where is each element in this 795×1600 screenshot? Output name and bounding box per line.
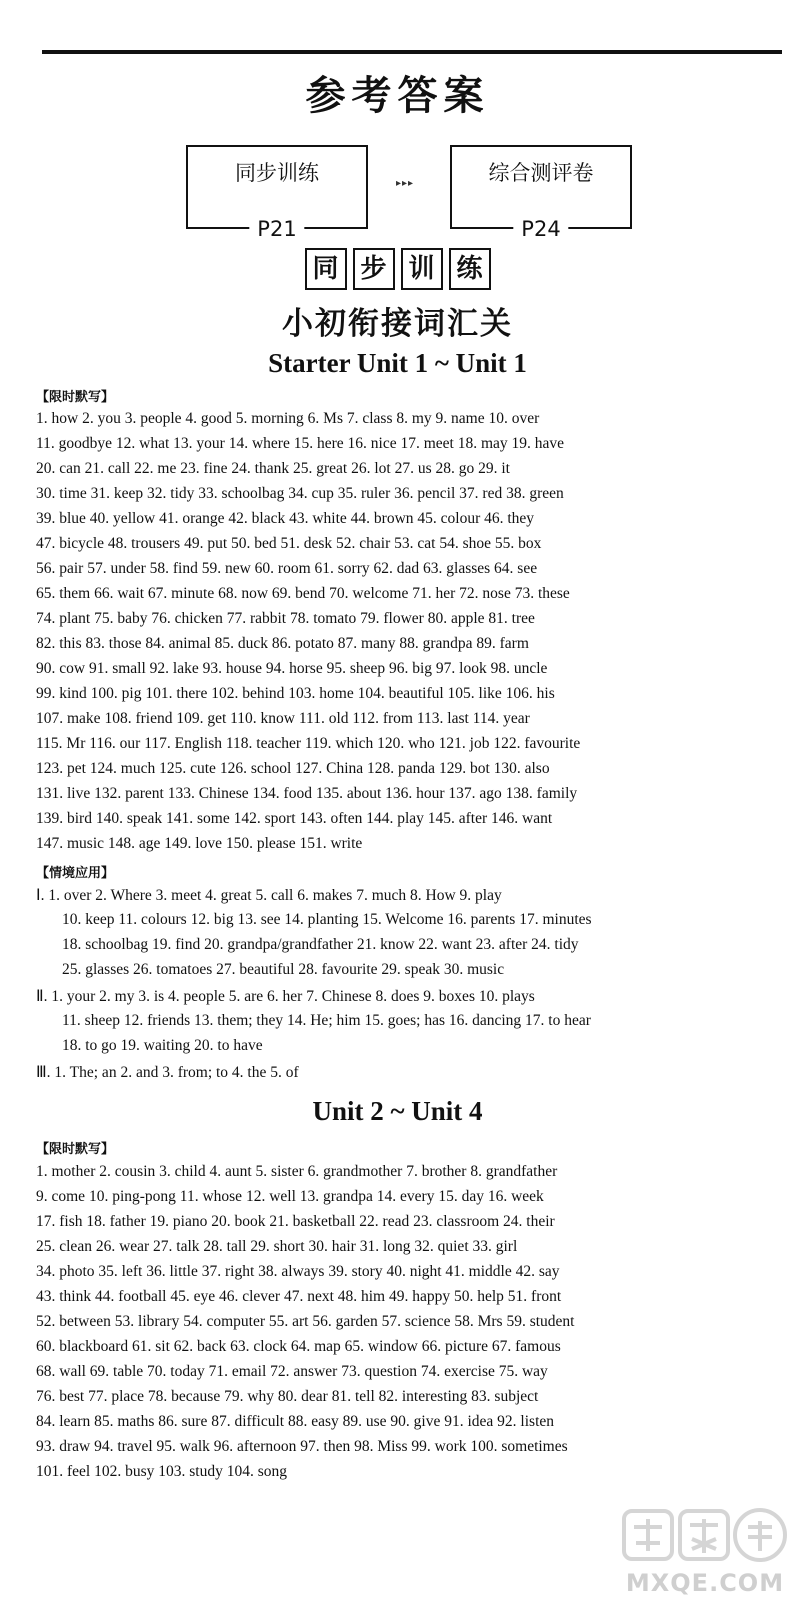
answer-line: 68. wall 69. table 70. today 71. email 72. answer 73. question 74. exercise 75. way [36, 1363, 548, 1380]
answer-line: 84. learn 85. maths 86. sure 87. difficult 88. easy 89. use 90. give 91. idea 92. listen [36, 1413, 555, 1430]
section-tag-application: 【情境应用】 [36, 866, 115, 881]
unit-heading: Unit 2 ~ Unit 4 [312, 1096, 483, 1126]
answer-line: 139. bird 140. speak 141. some 142. sport 143. often 144. play 145. after 146. want [36, 810, 553, 827]
answer-line: 17. fish 18. father 19. piano 20. book 21. basketball 22. read 23. classroom 24. their [36, 1213, 555, 1230]
answer-line: 107. make 108. friend 109. get 110. know 111. old 112. from 113. last 114. year [36, 710, 530, 727]
answer-line: 18. schoolbag 19. find 20. grandpa/grandfather 21. know 22. want 23. after 24. tidy [62, 936, 579, 953]
answer-line: 123. pet 124. much 125. cute 126. school 127. China 128. panda 129. bot 130. also [36, 760, 550, 777]
section-subtitle: 小初衔接词汇关 [282, 306, 513, 342]
arrow-icons: ▸▸▸ [396, 178, 415, 189]
top-rule [42, 50, 782, 54]
answer-line: 76. best 77. place 78. because 79. why 80. dear 81. tell 82. interesting 83. subject [36, 1388, 539, 1405]
watermark-glyphs-icon [620, 1505, 790, 1567]
watermark-text: MXQE.COM [625, 1569, 785, 1597]
unit-heading: Starter Unit 1 ~ Unit 1 [268, 348, 527, 378]
answer-line: 39. blue 40. yellow 41. orange 42. black 43. white 44. brown 45. colour 46. they [36, 510, 535, 527]
answer-line: 99. kind 100. pig 101. there 102. behind 103. home 104. beautiful 105. like 106. his [36, 685, 555, 702]
answer-line: 74. plant 75. baby 76. chicken 77. rabbit 78. tomato 79. flower 80. apple 81. tree [36, 610, 535, 627]
answer-line: 60. blackboard 61. sit 62. back 63. clock 64. map 65. window 66. picture 67. famous [36, 1338, 561, 1355]
section-title-char: 步 [353, 248, 395, 290]
answer-line: 101. feel 102. busy 103. study 104. song [36, 1463, 288, 1480]
section-box-comprehensive-test [450, 145, 632, 241]
answer-line: 43. think 44. football 45. eye 46. clever 47. next 48. him 49. happy 50. help 51. front [36, 1288, 562, 1305]
page-title: 参考答案 [305, 73, 490, 119]
section-tag-dictation: 【限时默写】 [36, 1142, 115, 1157]
answer-line: 131. live 132. parent 133. Chinese 134. food 135. about 136. hour 137. ago 138. family [36, 785, 578, 802]
answer-line: 25. glasses 26. tomatoes 27. beautiful 28. favourite 29. speak 30. music [62, 961, 505, 978]
answer-line: 1. mother 2. cousin 3. child 4. aunt 5. sister 6. grandmother 7. brother 8. grandfather [36, 1163, 558, 1180]
section-title-char: 训 [401, 248, 443, 290]
answer-line: 115. Mr 116. our 117. English 118. teacher 119. which 120. who 121. job 122. favourite [36, 735, 581, 752]
answer-line: 34. photo 35. left 36. little 37. right 38. always 39. story 40. night 41. middle 42. say [36, 1263, 560, 1280]
answer-line: 90. cow 91. small 92. lake 93. house 94. horse 95. sheep 96. big 97. look 98. uncle [36, 660, 548, 677]
answer-line: 1. how 2. you 3. people 4. good 5. morning 6. Ms 7. class 8. my 9. name 10. over [36, 410, 540, 427]
answer-line: 56. pair 57. under 58. find 59. new 60. room 61. sorry 62. dad 63. glasses 64. see [36, 560, 538, 577]
answer-line: 82. this 83. those 84. animal 85. duck 86. potato 87. many 88. grandpa 89. farm [36, 635, 529, 652]
answer-line: 11. goodbye 12. what 13. your 14. where 15. here 16. nice 17. meet 18. may 19. have [36, 435, 565, 452]
box-label: 同步训练 [235, 161, 319, 185]
answer-line: 10. keep 11. colours 12. big 13. see 14. planting 15. Welcome 16. parents 17. minutes [62, 911, 592, 928]
section-box-sync-training [186, 145, 368, 241]
answer-line: 30. time 31. keep 32. tidy 33. schoolbag 34. cup 35. ruler 36. pencil 37. red 38. green [36, 485, 564, 502]
answer-line: 65. them 66. wait 67. minute 68. now 69. bend 70. welcome 71. her 72. nose 73. these [36, 585, 570, 602]
answer-line: 11. sheep 12. friends 13. them; they 14. He; him 15. goes; has 16. dancing 17. to hear [62, 1012, 591, 1029]
section-title-char: 同 [305, 248, 347, 290]
answer-line: Ⅰ. 1. over 2. Where 3. meet 4. great 5. call 6. makes 7. much 8. How 9. play [36, 887, 502, 904]
section-tag-dictation: 【限时默写】 [36, 390, 115, 405]
answer-line: 93. draw 94. travel 95. walk 96. afternoon 97. then 98. Miss 99. work 100. sometimes [36, 1438, 568, 1455]
answer-line: Ⅱ. 1. your 2. my 3. is 4. people 5. are 6. her 7. Chinese 8. does 9. boxes 10. plays [36, 988, 535, 1005]
answer-line: 147. music 148. age 149. love 150. please 151. write [36, 835, 363, 852]
box-label: 综合测评卷 [488, 161, 594, 185]
answer-line: Ⅲ. 1. The; an 2. and 3. from; to 4. the 5. of [36, 1064, 299, 1081]
answer-line: 47. bicycle 48. trousers 49. put 50. bed 51. desk 52. chair 53. cat 54. shoe 55. box [36, 535, 542, 552]
answer-line: 52. between 53. library 54. computer 55. art 56. garden 57. science 58. Mrs 59. student [36, 1313, 575, 1330]
answer-line: 9. come 10. ping-pong 11. whose 12. well 13. grandpa 14. every 15. day 16. week [36, 1188, 544, 1205]
answer-line: 25. clean 26. wear 27. talk 28. tall 29. short 30. hair 31. long 32. quiet 33. girl [36, 1238, 518, 1255]
box-page-number: P24 [513, 217, 568, 241]
section-title [0, 248, 795, 290]
answer-line: 18. to go 19. waiting 20. to have [62, 1037, 263, 1054]
answer-line: 20. can 21. call 22. me 23. fine 24. thank 25. great 26. lot 27. us 28. go 29. it [36, 460, 510, 477]
watermark-logo [620, 1505, 790, 1597]
box-page-number: P21 [249, 217, 304, 241]
section-title-char: 练 [449, 248, 491, 290]
